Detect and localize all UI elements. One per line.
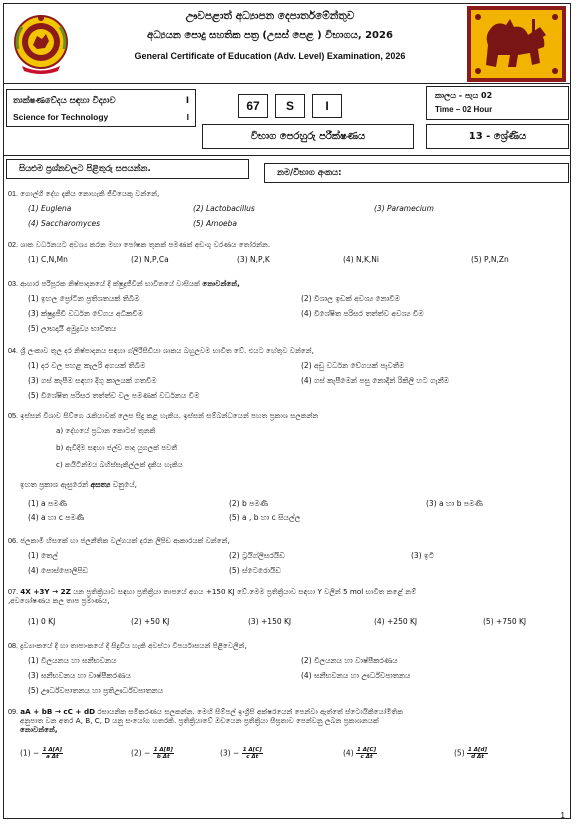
question-stem: රසායනික සමීකරණය සලකන්න. මෙහි සිම්පල් ඉංග්‍රීසි අක්ෂරයෙන් පෙන්වා ඇත්තේ ස්ටොයිකියෝමිතික [95,707,404,716]
option-4[interactable]: (4) +250 KJ [374,617,418,626]
option-5[interactable]: (5) Amoeba [193,219,238,228]
question-07 [8,587,564,626]
subject-name-si: තාක්ෂණවේදය සඳහා විද්‍යාව [13,96,116,106]
medium-code-box: S [275,94,305,118]
option-3[interactable]: (3) ක්ෂුද්‍රජීවී වර්ධන වේගය අධිකවීම [28,309,144,318]
subject-box [6,89,196,127]
question-09 [8,707,564,760]
question-04 [8,346,564,400]
option-1[interactable]: (1) විලයනය හා ඝනීභවනය [28,656,117,665]
option-4[interactable]: (4) ගස් කැපීමෙන් පසු නොදින් රිකිලි හට ගැනීම [301,376,450,385]
option-2[interactable]: (2) +50 KJ [131,617,170,626]
option-2[interactable]: (2) විශාල ඉඩක් අවශ්‍ය නොවීම [301,294,400,303]
option-4[interactable]: (4) ඝනීභවනය හා ඌර්ධ්වපාතනය [301,671,411,680]
option-1[interactable]: (1) C,N,Mn [28,255,68,264]
time-box [426,86,569,120]
option-2[interactable]: (2) b පමණි [229,499,269,508]
grade-box: 13 - ශ්‍රේණිය [426,124,569,149]
subject-code-box: 67 [238,94,268,118]
question-stem-line2: අනුපාත වන අතර A, B, C, D යනු සංයෝග හතරකි. ප්‍රතික්‍රියාවේ ඔඩයෙන ප්‍රතික්‍රියා සීඝ්‍රතාව පෙන්වනු ලබන ප්‍රකාශනයක් [20,716,379,725]
subject-part-si: I [185,96,189,106]
question-02 [8,240,564,264]
option-1[interactable]: (1) Euglena [28,204,72,213]
option-1[interactable]: (1) a පමණි [28,499,67,508]
page-number: 1 [560,811,565,820]
header-divider [4,83,571,84]
question-stem: ගොල්ගී දේහ දැකිය නොහැකි ජීවියෙකු වන්නේ, [20,189,160,198]
option-4[interactable]: (4) පොස්පොලිපිඩ [28,566,89,575]
option-4[interactable]: (4) විශේෂිත පරිසර තත්ත්ව අවශ්‍ය වීම [301,309,424,318]
name-field[interactable]: නම/විභාග අංකය: [264,163,569,183]
lion-flag-icon [466,5,567,83]
option-5[interactable]: (5) $\frac{1 \Delta[d]}{\text{d Δt}}$ [454,747,487,760]
option-5[interactable]: (5) ලාභදායී අමුද්‍රව්‍ය භාවිතය [28,324,117,333]
question-number: 07. [8,587,18,596]
option-4[interactable]: (4) $\frac{1 \Delta[C]}{\text{c Δt}}$ [343,747,377,760]
question-number: 02. [8,240,18,249]
option-2[interactable]: (2) − $\frac{1 \Delta[B]}{\text{b Δt}}$ [131,747,173,760]
subject-part-en: I [186,112,189,122]
option-1[interactable]: (1) 0 KJ [28,617,56,626]
question-number: 05. [8,411,18,420]
question-number: 01. [8,189,18,198]
question-number: 06. [8,536,18,545]
info-divider [4,155,571,156]
question-stem: ජලකාමී හිසකේ හා ජලනීතික වල්ගයක් දරන ලිපිඩ ආකාරයක් වන්නේ, [20,536,230,545]
time-si: කාලය - පැය 02 [435,91,493,100]
option-3[interactable]: (3) +150 KJ [248,617,292,626]
option-3[interactable]: (3) a හා b පමණි [426,499,483,508]
option-3[interactable]: (3) ඉටි [411,551,435,560]
question-equation: aA + bB → cC + dD [20,707,96,716]
option-2[interactable]: (2) අඩු වර්ධන වේගයක් පැවතීම [301,361,405,370]
option-3[interactable]: (3) ඝනීභවනය හා වාෂ්පීකරණය [28,671,131,680]
option-3[interactable]: (3) Paramecium [374,204,434,213]
exam-title-en: General Certificate of Education (Adv. Level) Examination, 2026 [134,51,406,61]
question-stem: ද්‍රව්‍යාංකයේ දී හා තාපාංකයේ දී සිදුවිය හැකි අවස්ථා විපර්යාසයන් පිළිවෙලින්, [20,641,247,650]
option-1[interactable]: (1) ඉහල ප්‍රෝටීන ප්‍රතිශතයක් තිබීම [28,294,140,303]
question-01 [8,189,564,228]
option-5[interactable]: (5) a , b හා c සියල්ල [229,513,301,522]
question-stem: ඉස්සන් විශාව සිව්ගෙ රැකියාවක් ලෙස සිදු කළ හැකිය. ඉස්සන් සම්බන්ධයෙන් පහත ප්‍රකාශ සලකන්න [20,411,319,420]
review-title-box: විභාග පෙරහුරු පරීක්ෂණය [202,124,414,149]
question-equation: 4X +3Y → 2Z [20,587,71,596]
option-2[interactable]: (2) N,P,Ca [131,255,169,264]
question-08 [8,641,564,695]
question-number: 09. [8,707,18,716]
question-06 [8,536,564,575]
question-stem-line3: නොවන්නේ, [20,725,58,734]
sri-lanka-emblem-icon [12,11,70,77]
paper-code-box: I [312,94,342,118]
option-1[interactable]: (1) − $\frac{1 \Delta[A]}{\text{a Δt}}$ [20,747,62,760]
option-5[interactable]: (5) විශේෂිත පරිසර තත්ත්ව වල පමණක් වර්ධනය වීම [28,391,200,400]
statement-b: b) ඇවිදීම සඳහා ජල්‍ව පාද යුගලක් පවතී [56,443,178,452]
question-03: 03. ආහාර පරිපූරක නිෂ්පාදනයේ දී ක්ෂුද්‍රජීවීන් භාවිතයේ වාසියක් නොවන්නේ, (1) ඉහල ප්‍රෝටීන ප්‍රතිශතයක් තිබීම (2) විශාල ඉඩක් අවශ්‍ය නොවීම (3) ක්ෂුද්‍රජීවී වර්ධන වේගය අධිකවීම (4) විශේෂිත පරිසර තත්ත්ව අවශ්‍ය වීම (5) ලාභදායී අමුද්‍රව්‍ය භාවිතය [8,279,424,333]
option-3[interactable]: (3) N,P,K [237,255,270,264]
option-5[interactable]: (5) ස්ටෙරොයිඩ [229,566,281,575]
instruction-box: සියළුම ප්‍රශ්නවලට පිළිතුරු සපයන්න. [6,159,249,179]
question-stem: ශ්‍රී ලංකාව තුල දර නිෂ්පාදනය සඳහා ග්ලිරිසීඩියා ශාකය බහුලවම භාවිත වේ. එයට හේතුව වන්නේ, [20,346,314,355]
question-stem-emphasis: නොවන්නේ [202,279,238,288]
option-5[interactable]: (5) P,N,Zn [471,255,509,264]
option-3[interactable]: (3) ගස් කැපීම සඳහා දිගු කාලයක් ගතවීම [28,376,157,385]
subject-name-en: Science for Technology [13,112,109,122]
exam-title-si: අධ්‍යයන පොදු සහතික පත්‍ර (උසස් පෙළ ) විභාගය, 2026 [147,30,393,41]
question-stem-line2: ,අවශෝෂණය කල තාප ප්‍රමාණය, [8,596,110,605]
option-3[interactable]: (3) − $\frac{1 \Delta[C]}{\text{c Δt}}$ [220,747,262,760]
option-1[interactable]: (1) තෙල් [28,551,58,560]
option-4[interactable]: (4) Saccharomyces [28,219,101,228]
question-number: 04. [8,346,18,355]
statement-a: a) දේහයේ ප්‍රධාන කොටස් තුනකි [56,426,156,435]
option-4[interactable]: (4) a හා c පමණි [28,513,85,522]
question-stem-2: ඉහත ප්‍රකාශ ඇසුරෙන් අසත්‍ය වනුයේ, [20,480,138,489]
option-2[interactable]: (2) Lactobacillus [193,204,255,213]
option-4[interactable]: (4) N,K,Ni [343,255,379,264]
option-1[interactable]: (1) දර වල පහළ කැලරි අගයක් තිබීම [28,361,146,370]
question-stem: ශාක වර්ධනයට අවශ්‍ය කරන මහා පෝෂක තුනක් පමණක් අඩංගු වරණය තෝරන්න. [20,240,271,249]
statement-c: c) කයිටින්මය බහිස්සැකිල්ලක් දැකිය හැකිය [56,460,183,469]
option-2[interactable]: (2) ට්‍රයිග්ලිසරයිඩ [229,551,285,560]
question-05 [8,411,564,522]
question-number: 03. [8,279,18,288]
option-2[interactable]: (2) විලයනය හා වාෂ්පීකරණය [301,656,398,665]
time-en: Time – 02 Hour [435,105,493,114]
question-stem: යන ප්‍රතික්‍රියාව සඳහා ප්‍රතික්‍රියා තාපයේ අගය +150 KJ වේ.මෙම ප්‍රතික්‍රියාව සඳහා Y වලින් 5 mol භාවිත කළේ නම් [70,587,417,596]
question-number: 08. [8,641,18,650]
option-5[interactable]: (5) ඌර්ධ්වපාතනය හා ප්‍රතිඌර්ධ්වපාතනය [28,686,164,695]
department-title: ඌවපළාත් අධ්‍යාපන දෙපාර්තමේන්තුව [185,10,355,22]
question-stem: ආහාර පරිපූරක නිෂ්පාදනයේ දී ක්ෂුද්‍රජීවීන් භාවිතයේ වාසියක් [20,279,203,288]
option-5[interactable]: (5) +750 KJ [483,617,527,626]
